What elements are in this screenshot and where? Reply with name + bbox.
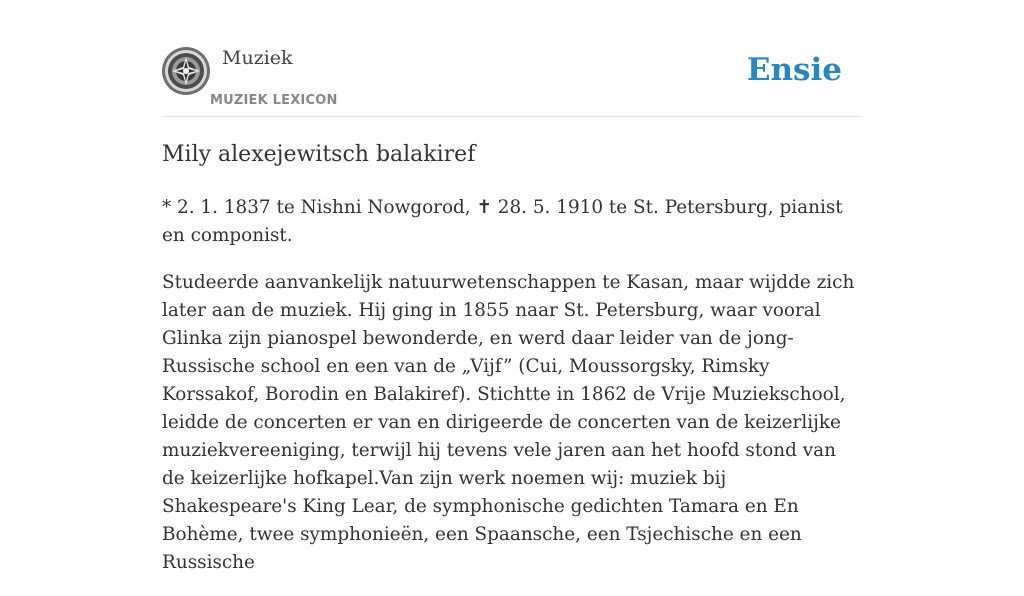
article (162, 140, 862, 596)
article-paragraph-dates: * 2. 1. 1837 te Nishni Nowgorod, ✝ 28. 5. 1910 te St. Petersburg, pianist en componist. (162, 197, 843, 246)
article-title: Mily alexejewitsch balakiref (162, 142, 476, 167)
site-title[interactable]: Muziek (222, 47, 293, 69)
article-paragraph-body: Studeerde aanvankelijk natuurwetenschappen te Kasan, maar wijdde zich later aan de muziek. Hij ging in 1855 naar St. Petersburg, waar vooral Glinka zijn pianospel bewonderde, en werd daar leider van de jong-Russische school en een van de „Vijf” (Cui, Moussorgsky, Rimsky Korssakof, Borodin en Balakiref). Stichtte in 1862 de Vrije Muziekschool, leidde de concerten er van en dirigeerde de concerten van de keizerlijke muziekvereeniging, terwijl hij tevens vele jaren aan het hoofd stond van de keizerlijke hofkapel.Van zijn werk noemen wij: muziek bij Shakespeare's King Lear, de symphonische gedichten Tamara en En Bohème, twee symphonieën, een Spaansche, een Tsjechische en een Russische (162, 272, 855, 573)
brand-logo[interactable]: Ensie (746, 52, 842, 88)
site-subtitle[interactable]: MUZIEK LEXICON (210, 93, 338, 108)
site-header (162, 40, 862, 117)
ornament-avatar-icon[interactable] (162, 47, 210, 95)
